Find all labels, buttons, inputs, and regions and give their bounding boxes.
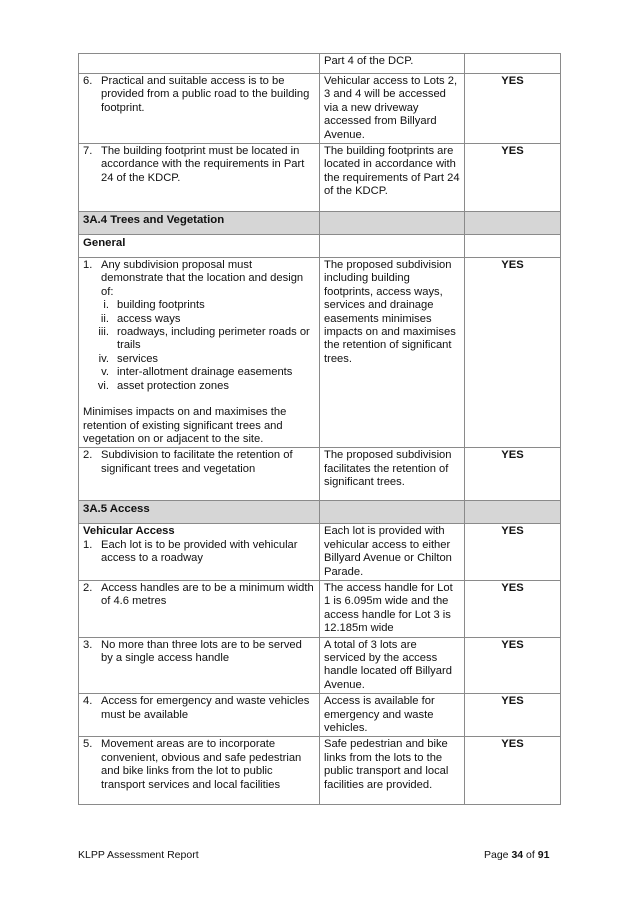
- item-number: 3.: [83, 638, 93, 651]
- table-row: [79, 524, 561, 581]
- response-cell: Safe pedestrian and bike links from the lots to the public transport and local facilities are provided.: [320, 737, 465, 805]
- response-cell: A total of 3 lots are serviced by the access handle located off Billyard Avenue.: [320, 637, 465, 694]
- footer-page-number: Page 34 of 91: [484, 849, 550, 861]
- requirement-cell: [79, 637, 320, 694]
- subheading-row: [79, 235, 561, 258]
- response-cell: Each lot is provided with vehicular access to either Billyard Avenue or Chilton Parade.: [320, 524, 465, 581]
- requirement-cell: [79, 74, 320, 144]
- section-title: 3A.5 Access: [79, 501, 320, 524]
- subheading: General: [79, 235, 320, 258]
- requirement-cell: [79, 448, 320, 501]
- list-item: iv. services: [98, 352, 159, 365]
- section-title: 3A.4 Trees and Vegetation: [79, 212, 320, 235]
- table-row: [79, 637, 561, 694]
- item-number: 6.: [83, 75, 93, 87]
- item-number: 4.: [83, 695, 93, 708]
- compliance-cell: YES: [465, 448, 561, 501]
- table-row: [79, 580, 561, 637]
- requirement-cell: [79, 694, 320, 737]
- list-item: vi. asset protection zones: [97, 379, 229, 392]
- section-header-row: [79, 212, 561, 235]
- list-item: v. inter-allotment drainage easements: [101, 366, 293, 379]
- response-cell: The access handle for Lot 1 is 6.095m wide and the access handle for Lot 3 is 12.185m wide: [320, 580, 465, 637]
- table-row: [79, 54, 561, 74]
- requirement-text: Practical and suitable access is to be provided from a public road to the building footprint.: [101, 75, 310, 114]
- table-row: [79, 694, 561, 737]
- item-number: 5.: [83, 738, 93, 751]
- section-header-row: [79, 501, 561, 524]
- assessment-table: [78, 53, 561, 805]
- requirement-cell: [79, 258, 320, 448]
- requirement-text: Movement areas are to incorporate convenient, obvious and safe pedestrian and bike links from the lot to public transport services and local facilities: [101, 738, 302, 791]
- list-item: iii. roadways, including perimeter roads or trails: [98, 326, 310, 352]
- table-row: [79, 144, 561, 212]
- compliance-cell: YES: [465, 637, 561, 694]
- requirement-text: Subdivision to facilitate the retention of significant trees and vegetation: [101, 449, 293, 475]
- compliance-cell: YES: [465, 74, 561, 144]
- item-number: 1.: [83, 538, 93, 551]
- requirement-cell: [79, 737, 320, 805]
- compliance-cell: YES: [465, 737, 561, 805]
- list-item: ii. access ways: [100, 312, 181, 325]
- list-item: i. building footprints: [103, 299, 205, 312]
- compliance-cell: YES: [465, 524, 561, 581]
- item-number: 2.: [83, 581, 93, 594]
- response-cell: Vehicular access to Lots 2, 3 and 4 will be accessed via a new driveway accessed from Billyard Avenue.: [320, 74, 465, 144]
- compliance-cell: [465, 54, 561, 74]
- requirement-cell: [79, 580, 320, 637]
- requirement-text: Access handles are to be a minimum width of 4.6 metres: [101, 581, 314, 608]
- response-cell: Access is available for emergency and waste vehicles.: [320, 694, 465, 737]
- requirement-text: Each lot is to be provided with vehicular access to a roadway: [101, 538, 298, 565]
- response-cell: The proposed subdivision facilitates the retention of significant trees.: [320, 448, 465, 501]
- compliance-cell: YES: [465, 580, 561, 637]
- item-number: 7.: [83, 145, 93, 158]
- compliance-cell: YES: [465, 694, 561, 737]
- compliance-cell: YES: [465, 258, 561, 448]
- table-row: [79, 74, 561, 144]
- response-cell: Part 4 of the DCP.: [320, 54, 465, 74]
- response-cell: The proposed subdivision including building footprints, access ways, services and drainage easements minimises impacts on and maximises the retention of significant trees.: [320, 258, 465, 448]
- requirement-text: Any subdivision proposal must demonstrate that the location and design of:: [101, 259, 304, 298]
- requirement-text: Minimises impacts on and maximises the retention of existing significant trees and vegetation on or adjacent to the site.: [83, 406, 287, 445]
- table-row: [79, 737, 561, 805]
- requirement-text: Access for emergency and waste vehicles must be available: [101, 695, 310, 721]
- footer-report-title: KLPP Assessment Report: [78, 849, 199, 861]
- table-row: [79, 448, 561, 501]
- requirement-text: No more than three lots are to be served by a single access handle: [101, 638, 302, 664]
- response-cell: The building footprints are located in accordance with the requirements of Part 24 of the KDCP.: [320, 144, 465, 212]
- subheading: Vehicular Access: [83, 525, 175, 538]
- requirement-cell: [79, 54, 320, 74]
- table-row: [79, 258, 561, 448]
- compliance-cell: YES: [465, 144, 561, 212]
- requirement-cell: [79, 144, 320, 212]
- requirement-text: The building footprint must be located in accordance with the requirements in Part 24 of the KDCP.: [101, 145, 305, 184]
- item-number: 1.: [83, 259, 93, 272]
- requirement-cell: [79, 524, 320, 581]
- item-number: 2.: [83, 449, 93, 462]
